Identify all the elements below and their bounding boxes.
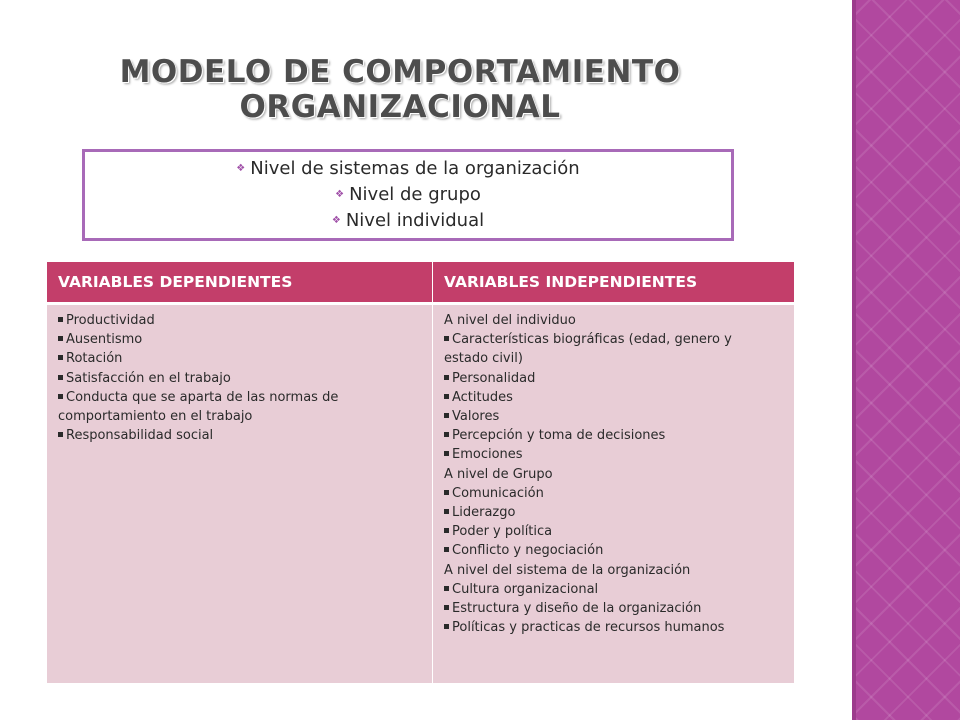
- square-bullet-icon: [444, 336, 449, 341]
- list-item: Comunicación: [444, 484, 786, 503]
- level-label: Nivel individual: [345, 210, 485, 231]
- square-bullet-icon: [444, 432, 449, 437]
- level-label: Nivel de grupo: [349, 184, 481, 205]
- square-bullet-icon: [444, 528, 449, 533]
- list-item: Valores: [444, 407, 786, 426]
- independent-variables-cell: [433, 304, 795, 684]
- list-item: Personalidad: [444, 369, 786, 388]
- square-bullet-icon: [58, 432, 63, 437]
- square-bullet-icon: [444, 451, 449, 456]
- diamond-icon: ❖: [331, 215, 341, 226]
- list-item: Actitudes: [444, 388, 786, 407]
- dependent-variables-cell: [47, 304, 433, 684]
- square-bullet-icon: [58, 317, 63, 322]
- list-item: Poder y política: [444, 522, 786, 541]
- list-item: Rotación: [58, 349, 424, 368]
- square-bullet-icon: [58, 336, 63, 341]
- variables-table: [47, 262, 795, 683]
- list-item: Liderazgo: [444, 503, 786, 522]
- list-item: Emociones: [444, 445, 786, 464]
- square-bullet-icon: [58, 375, 63, 380]
- levels-box: [82, 149, 734, 241]
- level-item-individual: [85, 208, 731, 234]
- level-item-group: [85, 182, 731, 208]
- square-bullet-icon: [444, 547, 449, 552]
- title-line-2: ORGANIZACIONAL: [239, 89, 561, 125]
- square-bullet-icon: [444, 490, 449, 495]
- group-heading: A nivel del individuo: [444, 313, 576, 328]
- list-item: Ausentismo: [58, 330, 424, 349]
- list-item-continuation: estado civil): [444, 351, 523, 367]
- table-header-row: [47, 262, 795, 304]
- diamond-icon: ❖: [335, 189, 345, 200]
- square-bullet-icon: [444, 394, 449, 399]
- group-heading: A nivel del sistema de la organización: [444, 562, 691, 578]
- list-item: Características biográficas (edad, genero y: [444, 330, 786, 349]
- square-bullet-icon: [444, 586, 449, 591]
- list-item: Cultura organizacional: [444, 580, 786, 599]
- square-bullet-icon: [444, 509, 449, 514]
- table-row: [47, 304, 795, 684]
- slide-title: [100, 55, 700, 125]
- square-bullet-icon: [444, 375, 449, 380]
- square-bullet-icon: [58, 394, 63, 399]
- diamond-icon: ❖: [236, 163, 246, 174]
- group-heading: A nivel de Grupo: [444, 466, 553, 482]
- square-bullet-icon: [58, 355, 63, 360]
- square-bullet-icon: [444, 605, 449, 610]
- list-item: Conducta que se aparta de las normas de: [58, 388, 424, 407]
- list-item: Conflicto y negociación: [444, 541, 786, 560]
- square-bullet-icon: [444, 413, 449, 418]
- list-item: Políticas y practicas de recursos humanos: [444, 618, 786, 637]
- decorative-side-band: [852, 0, 960, 720]
- list-item: Responsabilidad social: [58, 426, 424, 445]
- list-item-continuation: comportamiento en el trabajo: [58, 409, 253, 425]
- level-item-organization: [85, 156, 731, 182]
- list-item: Satisfacción en el trabajo: [58, 369, 424, 388]
- header-dependent-variables: VARIABLES DEPENDIENTES: [47, 262, 433, 304]
- header-independent-variables: VARIABLES INDEPENDIENTES: [433, 262, 795, 304]
- list-item: Productividad: [58, 311, 424, 330]
- level-label: Nivel de sistemas de la organización: [250, 158, 580, 179]
- list-item: Percepción y toma de decisiones: [444, 426, 786, 445]
- title-line-1: MODELO DE COMPORTAMIENTO: [119, 54, 681, 90]
- list-item: Estructura y diseño de la organización: [444, 599, 786, 618]
- square-bullet-icon: [444, 624, 449, 629]
